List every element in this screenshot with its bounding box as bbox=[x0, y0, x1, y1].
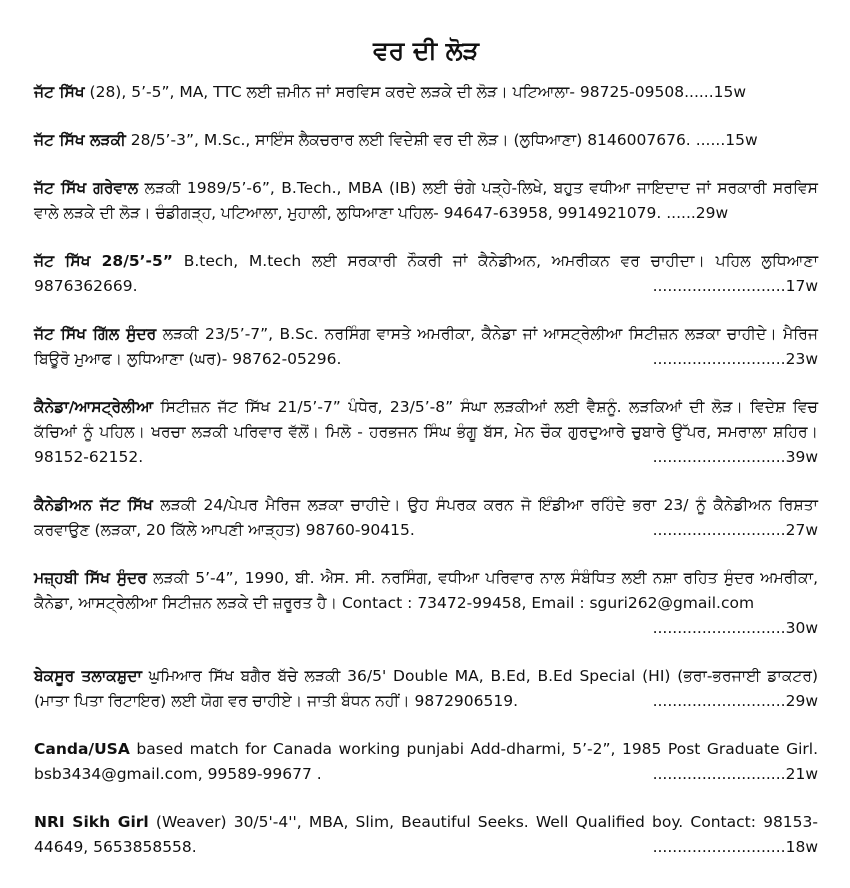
ad-code: ...........................21w bbox=[652, 765, 818, 783]
ad-body: ਸਿਟੀਜ਼ਨ ਜੱਟ ਸਿੱਖ 21/5’-7” ਪੰਧੇਰ, 23/5’-8” ਸੰਘਾ ਲੜਕੀਆਂ ਲਈ ਵੈਸ਼ਨੂੰ. ਲੜਕਿਆਂ ਦੀ ਲੋੜ। ਵਿਦੇਸ਼ ਵਿਚ ਕੱਚਿਆਂ ਨੂੰ ਪਹਿਲ। ਖਰਚਾ ਲੜਕੀ ਪਰਿਵਾਰ ਵੱਲੋਂ। ਮਿਲੋ - ਹਰਭਜਨ ਸਿੰਘ ਭੰਗੂ ਬੱਸ, ਮੇਨ ਚੌਕ ਗੁਰਦੁਆਰੇ ਚੁਬਾਰੇ ਉੱਪਰ, ਸਮਰਾਲਾ ਸ਼ਹਿਰ। 98152-62152. bbox=[34, 398, 818, 466]
ad-item bbox=[34, 566, 818, 641]
ad-body: based match for Canada working punjabi Add-dharmi, 5’-2”, 1985 Post Graduate Girl. bsb3434@gmail.com, 99589-99677 . bbox=[34, 740, 818, 783]
ad-lead: ਜੱਟ ਸਿੱਖ bbox=[34, 83, 85, 101]
ad-body: B.tech, M.tech ਲਈ ਸਰਕਾਰੀ ਨੌਕਰੀ ਜਾਂ ਕੈਨੇਡੀਅਨ, ਅਮਰੀਕਨ ਵਰ ਚਾਹੀਦਾ। ਪਹਿਲ ਲੁਧਿਆਣਾ 9876362669. bbox=[34, 252, 818, 295]
ad-item bbox=[34, 322, 818, 372]
page-title: ਵਰ ਦੀ ਲੋੜ bbox=[373, 36, 479, 65]
ad-item bbox=[34, 664, 818, 714]
ad-lead: Canda/USA bbox=[34, 740, 130, 758]
ad-item bbox=[34, 249, 818, 299]
ad-lead: ਕੈਨੇਡਾ/ਆਸਟ੍ਰੇਲੀਆ bbox=[34, 398, 154, 416]
ad-code: ...........................39w bbox=[652, 448, 818, 466]
ad-code: ......15w bbox=[684, 83, 747, 101]
ad-lead: ਜੱਟ ਸਿੱਖ ਗਿੱਲ ਸੁੰਦਰ bbox=[34, 325, 157, 343]
ad-lead: NRI Sikh Girl bbox=[34, 813, 149, 831]
ad-item bbox=[34, 810, 818, 860]
ad-item bbox=[34, 176, 818, 226]
ad-item bbox=[34, 395, 818, 470]
ad-item bbox=[34, 128, 818, 153]
ad-code: ...........................18w bbox=[652, 838, 818, 856]
ad-body: (Weaver) 30/5'-4'', MBA, Slim, Beautiful Seeks. Well Qualified boy. Contact: 98153-44649, 5653858558. bbox=[34, 813, 818, 856]
ad-code: ...........................27w bbox=[652, 521, 818, 539]
ad-code: ...........................30w bbox=[652, 619, 818, 637]
ad-code: ......15w bbox=[695, 131, 758, 149]
ad-code: ...........................23w bbox=[652, 350, 818, 368]
ad-code: ...........................17w bbox=[652, 277, 818, 295]
ad-body: ਘੁਮਿਆਰ ਸਿੱਖ ਬਗੈਰ ਬੱਚੇ ਲੜਕੀ 36/5' Double MA, B.Ed, B.Ed Special (HI) (ਭਰਾ-ਭਰਜਾਈ ਡਾਕਟਰ) (ਮਾਤਾ ਪਿਤਾ ਰਿਟਾਇਰ) ਲਈ ਯੋਗ ਵਰ ਚਾਹੀਏ। ਜਾਤੀ ਬੰਧਨ ਨਹੀਂ। 9872906519. bbox=[34, 667, 818, 710]
ad-lead: ਜੱਟ ਸਿੱਖ ਗਰੇਵਾਲ bbox=[34, 179, 139, 197]
ad-body: ਲੜਕੀ 23/5’-7”, B.Sc. ਨਰਸਿੰਗ ਵਾਸਤੇ ਅਮਰੀਕਾ, ਕੈਨੇਡਾ ਜਾਂ ਆਸਟ੍ਰੇਲੀਆ ਸਿਟੀਜ਼ਨ ਲੜਕਾ ਚਾਹੀਦੇ। ਮੈਰਿਜ ਬਿਊਰੋ ਮੁਆਫ। ਲੁਧਿਆਣਾ (ਘਰ)- 98762-05296. bbox=[34, 325, 818, 368]
ad-item bbox=[34, 737, 818, 787]
ad-body: ਲੜਕੀ 5’-4”, 1990, ਬੀ. ਐਸ. ਸੀ. ਨਰਸਿੰਗ, ਵਧੀਆ ਪਰਿਵਾਰ ਨਾਲ ਸੰਬੰਧਿਤ ਲਈ ਨਸ਼ਾ ਰਹਿਤ ਸੁੰਦਰ ਅਮਰੀਕਾ, ਕੈਨੇਡਾ, ਆਸਟ੍ਰੇਲੀਆ ਸਿਟੀਜ਼ਨ ਲੜਕੇ ਦੀ ਜ਼ਰੂਰਤ ਹੈ। Contact : 73472-99458, Email : sguri262@gmail.com bbox=[34, 569, 818, 612]
ad-body: ਲੜਕੀ 1989/5’-6”, B.Tech., MBA (IB) ਲਈ ਚੰਗੇ ਪੜ੍ਹੇ-ਲਿਖੇ, ਬਹੁਤ ਵਧੀਆ ਜਾਇਦਾਦ ਜਾਂ ਸਰਕਾਰੀ ਸਰਵਿਸ ਵਾਲੇ ਲੜਕੇ ਦੀ ਲੋੜ। ਚੰਡੀਗੜ੍ਹ, ਪਟਿਆਲਾ, ਮੁਹਾਲੀ, ਲੁਧਿਆਣਾ ਪਹਿਲ- 94647-63958, 9914921079. bbox=[34, 179, 818, 222]
ad-body: (28), 5’-5”, MA, TTC ਲਈ ਜ਼ਮੀਨ ਜਾਂ ਸਰਵਿਸ ਕਰਦੇ ਲੜਕੇ ਦੀ ਲੋੜ। ਪਟਿਆਲਾ- 98725-09508 bbox=[84, 83, 685, 101]
ad-item bbox=[34, 493, 818, 543]
ad-lead: ਜੱਟ ਸਿੱਖ ਲੜਕੀ bbox=[34, 131, 126, 149]
ad-lead: ਜੱਟ ਸਿੱਖ 28/5’-5” bbox=[34, 252, 173, 270]
ad-item bbox=[34, 80, 818, 105]
ad-lead: ਮਜ਼੍ਹਬੀ ਸਿੱਖ ਸੁੰਦਰ bbox=[34, 569, 147, 587]
ad-body: ਲੜਕੀ 24/ਪੇਪਰ ਮੈਰਿਜ ਲੜਕਾ ਚਾਹੀਦੇ। ਉਹ ਸੰਪਰਕ ਕਰਨ ਜੋ ਇੰਡੀਆ ਰਹਿੰਦੇ ਭਰਾ 23/ ਨੂੰ ਕੈਨੇਡੀਅਨ ਰਿਸ਼ਤਾ ਕਰਵਾਉਣ (ਲੜਕਾ, 20 ਕਿੱਲੇ ਆਪਣੀ ਆੜ੍ਹਤ) 98760-90415. bbox=[34, 496, 818, 539]
ad-code: ......29w bbox=[666, 204, 729, 222]
ad-lead: ਬੇਕਸੂਰ ਤਲਾਕਸ਼ੁਦਾ bbox=[34, 667, 142, 685]
ad-code: ...........................29w bbox=[652, 692, 818, 710]
ad-lead: ਕੈਨੇਡੀਅਨ ਜੱਟ ਸਿੱਖ bbox=[34, 496, 153, 514]
ad-body: 28/5’-3”, M.Sc., ਸਾਇੰਸ ਲੈਕਚਰਾਰ ਲਈ ਵਿਦੇਸ਼ੀ ਵਰ ਦੀ ਲੋੜ। (ਲੁਧਿਆਣਾ) 8146007676. bbox=[125, 131, 691, 149]
